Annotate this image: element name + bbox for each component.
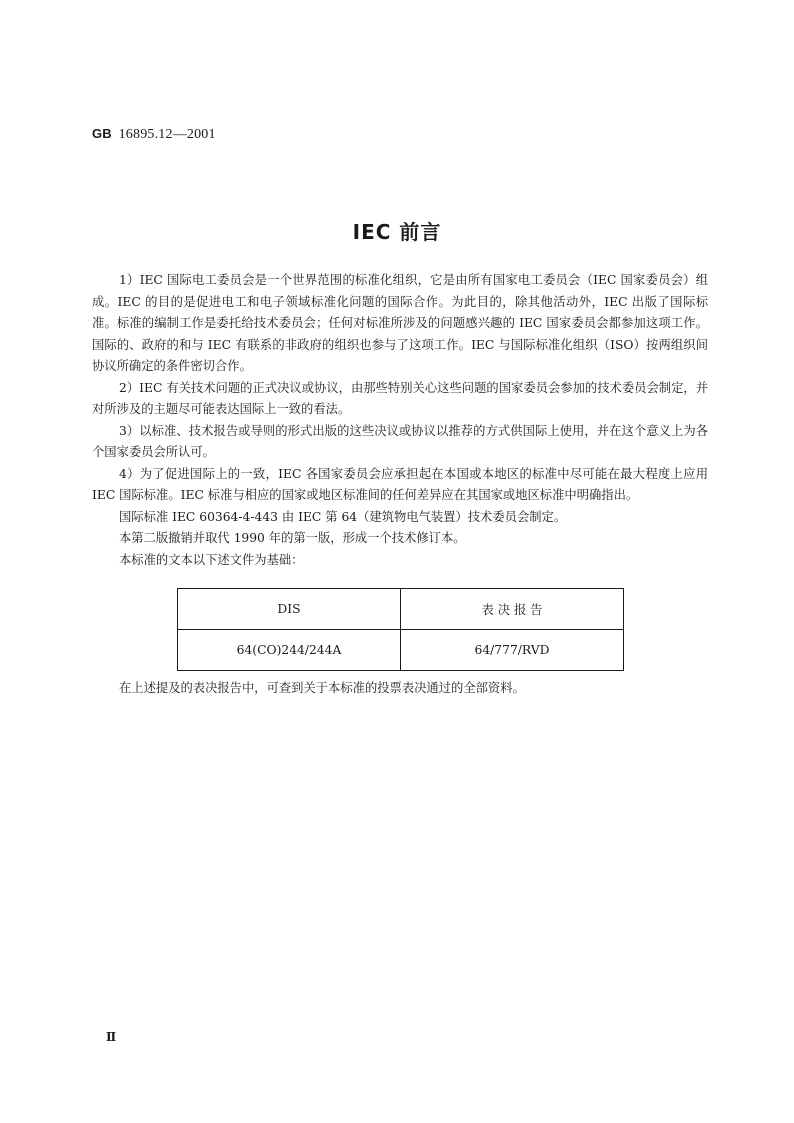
paragraph-4: 4）为了促进国际上的一致，IEC 各国家委员会应承担起在本国或本地区的标准中尽可能在最大程度上应用 IEC 国际标准。IEC 标准与相应的国家或地区标准间的任何差异应在其国家或地区标准中明确指出。 [92, 466, 708, 502]
document-basis-table [177, 588, 624, 671]
standard-prefix: GB [92, 126, 112, 141]
paragraph-2: 2）IEC 有关技术问题的正式决议或协议，由那些特别关心这些问题的国家委员会参加的技术委员会制定，并对所涉及的主题尽可能表达国际上一致的看法。 [92, 380, 708, 416]
paragraph-7: 本标准的文本以下述文件为基础： [119, 552, 304, 567]
foreword-body [92, 270, 708, 571]
table-header-dis: DIS [178, 589, 401, 630]
page-number: Ⅱ [106, 1030, 117, 1044]
paragraph-3: 3）以标准、技术报告或导则的形式出版的这些决议或协议以推荐的方式供国际上使用，并在这个意义上为各个国家委员会所认可。 [92, 423, 708, 459]
standard-number [92, 126, 216, 143]
paragraph-6: 本第二版撤销并取代 1990 年的第一版，形成一个技术修订本。 [119, 531, 466, 545]
table-cell-rvd: 64/777/RVD [401, 630, 624, 671]
paragraph-1: 1）IEC 国际电工委员会是一个世界范围的标准化组织，它是由所有国家电工委员会（IEC 国家委员会）组成。IEC 的目的是促进电工和电子领域标准化问题的国际合作。为此目的，除其他活动外，IEC 出版了国际标准。标准的编制工作是委托给技术委员会；任何对标准所涉及的问题感兴趣的 IEC 国家委员会都参加这项工作。国际的、政府的和与 IEC 有联系的非政府的组织也参与了这项工作。IEC 与国际标准化组织（ISO）按两组织间协议所确定的条件密切合作。 [92, 273, 708, 373]
paragraph-5: 国际标准 IEC 60364-4-443 由 IEC 第 64（建筑物电气装置）技术委员会制定。 [119, 509, 567, 524]
table-header-voting-report: 表 决 报 告 [401, 589, 624, 630]
table-row [178, 630, 624, 671]
page-title: IEC 前言 [352, 220, 442, 244]
standard-code: 16895.12—2001 [118, 127, 216, 142]
closing-paragraph: 在上述提及的表决报告中，可查到关于本标准的投票表决通过的全部资料。 [119, 681, 525, 695]
table-cell-dis: 64(CO)244/244A [178, 630, 401, 671]
table-header-row [178, 589, 624, 630]
